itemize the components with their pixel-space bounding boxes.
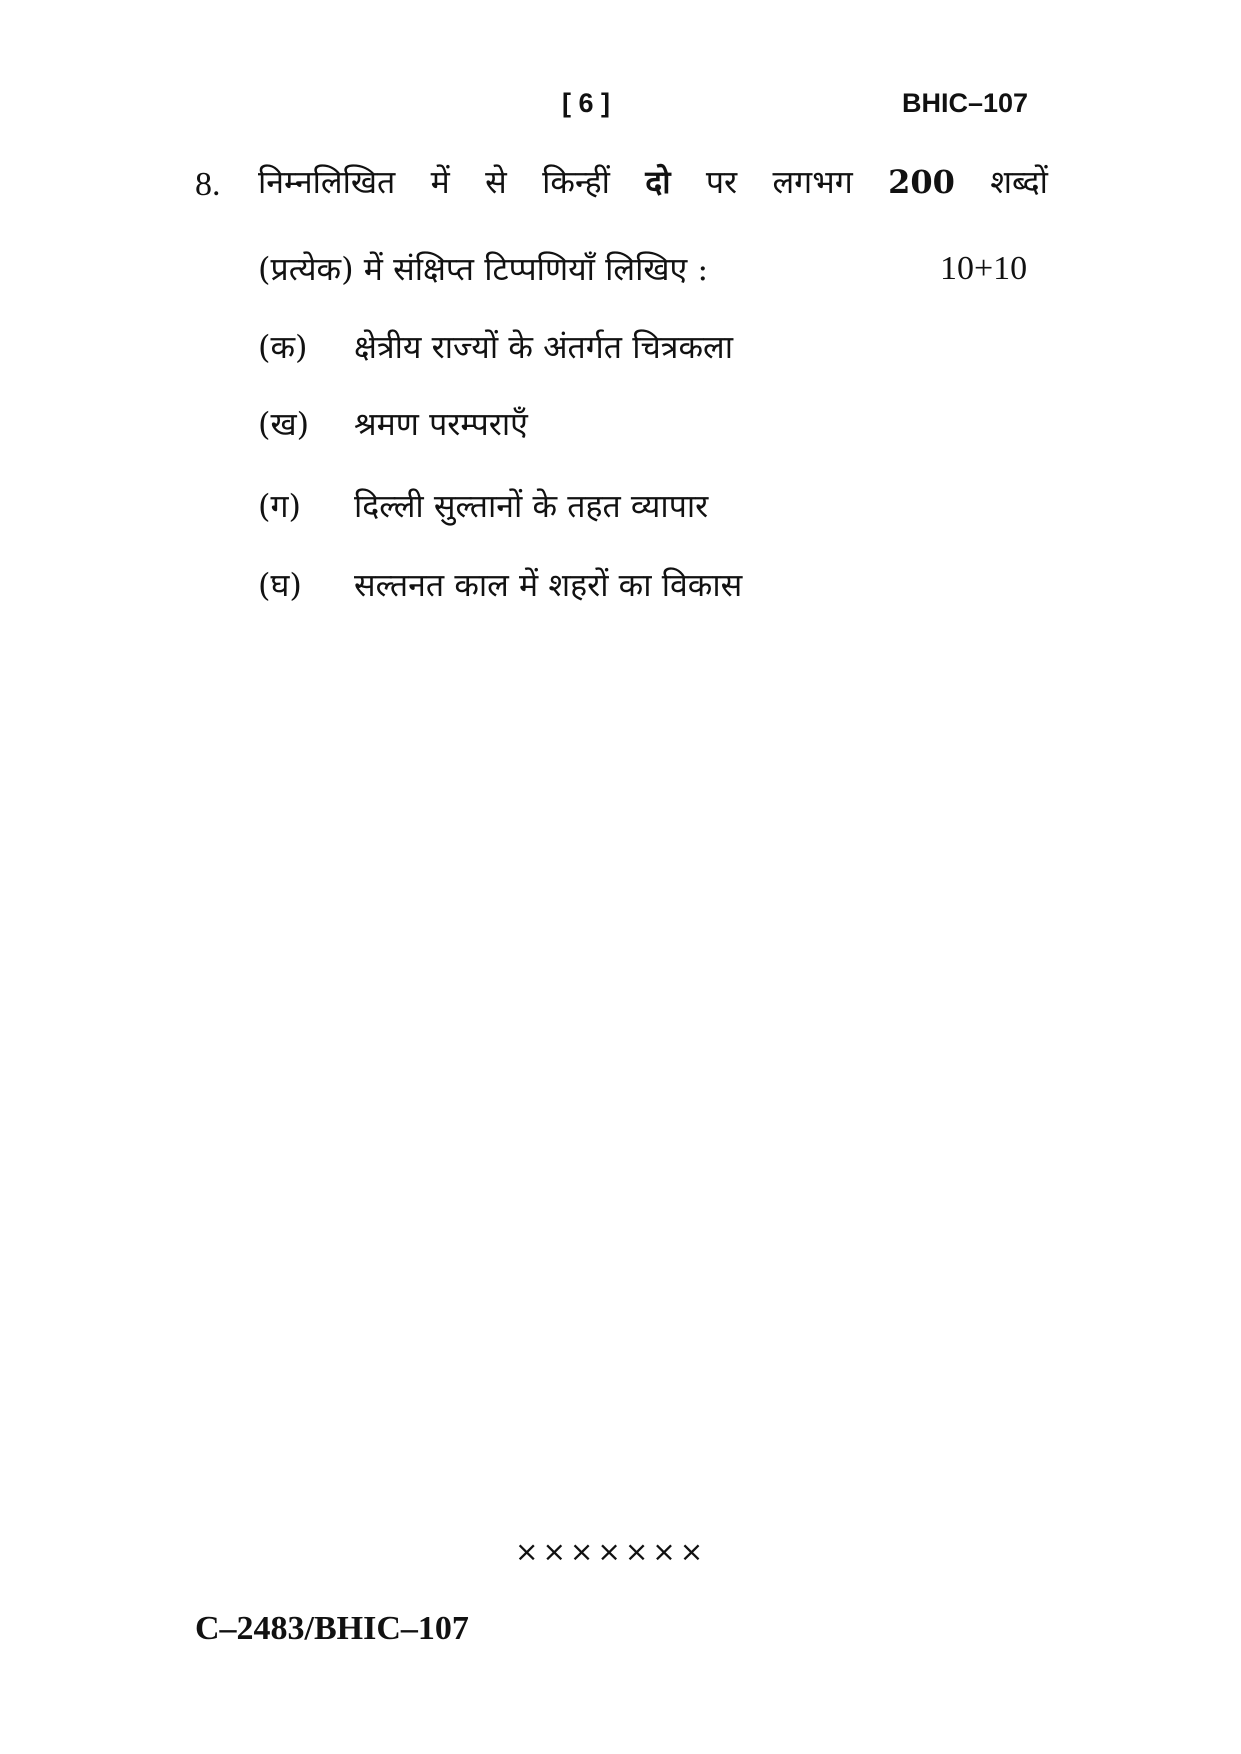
question-text-line-1 xyxy=(258,160,1048,203)
question-word: निम्नलिखित xyxy=(258,163,396,201)
question-word: में xyxy=(430,163,450,201)
option-text: सल्तनत काल में शहरों का विकास xyxy=(354,566,743,604)
question-text-line-2: (प्रत्येक) में संक्षिप्त टिप्पणियाँ लिखिए : xyxy=(258,250,709,288)
option-text: दिल्ली सुल्तानों के तहत व्यापार xyxy=(354,487,709,525)
footer-paper-code: C–2483/BHIC–107 xyxy=(195,1610,469,1647)
question-word: शब्दों xyxy=(990,163,1048,201)
question-number: 8. xyxy=(195,166,221,203)
question-word-emphasis: दो xyxy=(645,163,671,201)
question-word: से xyxy=(485,163,507,201)
question-marks: 10+10 xyxy=(940,250,1028,287)
option-label: (क) xyxy=(258,328,308,366)
option-text: क्षेत्रीय राज्यों के अंतर्गत चित्रकला xyxy=(354,328,734,366)
option-label: (ग) xyxy=(258,487,301,525)
paper-code-header: BHIC–107 xyxy=(902,88,1029,118)
option-text: श्रमण परम्पराएँ xyxy=(354,405,528,443)
question-word: लगभग xyxy=(772,163,853,201)
option-kha xyxy=(258,402,528,445)
question-word: पर xyxy=(705,163,738,201)
end-of-paper-marks: ××××××× xyxy=(515,1535,708,1568)
option-gha xyxy=(258,563,742,606)
option-label: (घ) xyxy=(258,566,302,604)
page-number: [ 6 ] xyxy=(562,88,611,118)
question-word-count: 200 xyxy=(888,163,955,201)
option-ga xyxy=(258,484,708,527)
option-label: (ख) xyxy=(258,405,310,443)
question-word: किन्हीं xyxy=(542,163,610,201)
option-ka xyxy=(258,325,733,368)
